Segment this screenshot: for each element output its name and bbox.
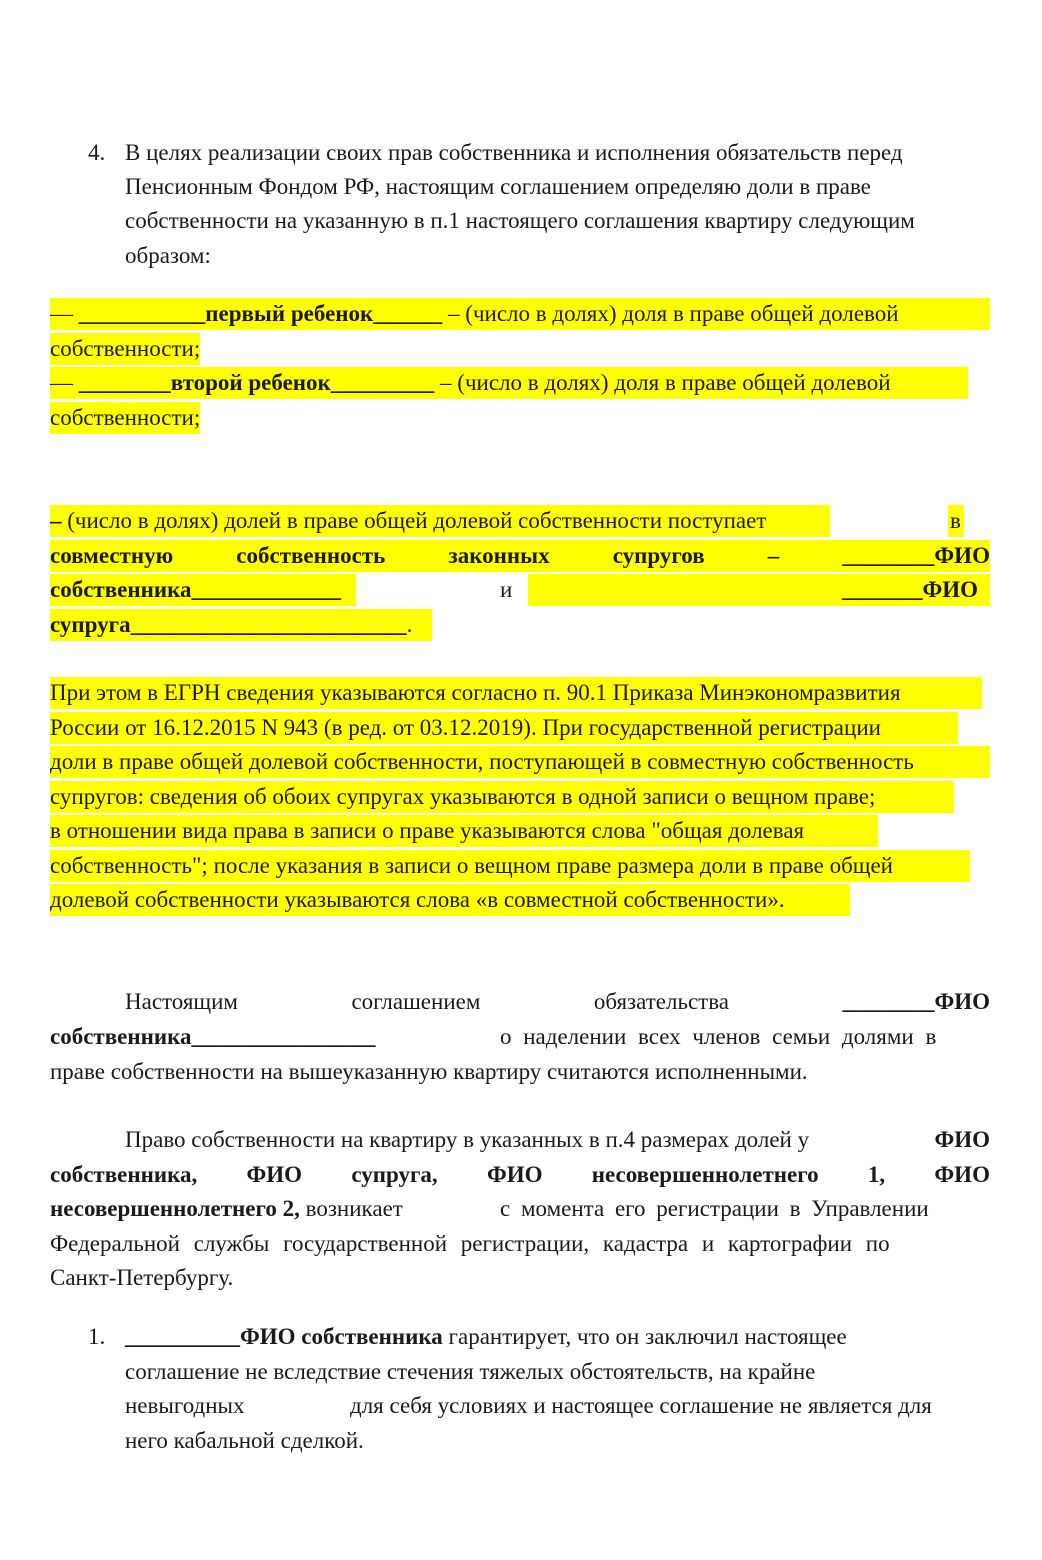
joint-line-1: – (число в долях) долей в праве общей долевой собственности поступает <box>50 508 767 533</box>
ownership-line-3-rest: с момента его регистрации в Управлении <box>500 1196 929 1221</box>
joint-line-2: совместную собственность законных супругов – ________ФИО <box>50 543 990 568</box>
p1-line-4: него кабальной сделкой. <box>125 1428 364 1453</box>
obligations-line-1: Настоящим соглашением обязательства ________ФИО <box>125 989 990 1014</box>
child2-label: второй ребенок <box>170 370 331 395</box>
p1-line-3b: для себя условиях и настоящее соглашение не является для <box>350 1393 932 1418</box>
ownership-line-3: несовершеннолетнего 2, возникает <box>50 1196 403 1221</box>
egrn-line-7: долевой собственности указываются слова «в совместной собственности». <box>50 884 850 916</box>
ownership-line-4: Федеральной службы государственной регистрации, кадастра и картографии по <box>50 1231 890 1256</box>
item-number-4: 4. <box>88 140 106 165</box>
ownership-line-5: Санкт-Петербургу. <box>50 1265 234 1290</box>
egrn-line-3: доли в праве общей долевой собственности, поступающей в совместную собственность <box>50 746 990 778</box>
egrn-line-4: супругов: сведения об обоих супругах указываются в одной записи о вещном праве; <box>50 781 954 813</box>
obligations-line-2-rest: о наделении всех членов семьи долями в <box>500 1024 937 1049</box>
child2-line-2: собственности; <box>50 402 200 434</box>
egrn-line-5: в отношении вида права в записи о праве указываются слова "общая долевая <box>50 815 878 847</box>
p4-line-4: образом: <box>125 243 211 268</box>
obligations-line-2-start: собственника________________ <box>50 1024 376 1049</box>
ownership-line-1: Право собственности на квартиру в указанных в п.4 размерах долей у ФИО <box>125 1127 990 1152</box>
p4-line-3: собственности на указанную в п.1 настоящего соглашения квартиру следующим <box>125 208 915 233</box>
p1-line-2: соглашение не вследствие стечения тяжелых обстоятельств, на крайне <box>125 1359 816 1384</box>
child1-line-2: собственности; <box>50 333 200 365</box>
ownership-line-2: собственника, ФИО супруга, ФИО несовершеннолетнего 1, ФИО <box>50 1162 990 1187</box>
p1-line-1: __________ФИО собственника гарантирует, что он заключил настоящее <box>125 1324 847 1349</box>
egrn-line-2: России от 16.12.2015 N 943 (в ред. от 03.12.2019). При государственной регистрации <box>50 712 958 744</box>
egrn-line-1: При этом в ЕГРН сведения указываются согласно п. 90.1 Приказа Минэкономразвития <box>50 677 982 709</box>
p1-line-3a: невыгодных <box>125 1393 245 1418</box>
egrn-line-6: собственность"; после указания в записи о вещном праве размера доли в праве общей <box>50 850 970 882</box>
child1-line-1: — ___________первый ребенок______ – (число в долях) доля в праве общей долевой <box>50 298 990 330</box>
child2-line-1: — ________второй ребенок_________ – (число в долях) доля в праве общей долевой <box>50 367 968 399</box>
obligations-line-3: праве собственности на вышеуказанную квартиру считаются исполненными. <box>50 1059 808 1084</box>
joint-line-4: супруга________________________. <box>50 609 432 641</box>
child1-label: первый ребенок <box>205 301 374 326</box>
item-number-1: 1. <box>88 1324 106 1349</box>
p4-line-2: Пенсионным Фондом РФ, настоящим соглашением определяю доли в праве <box>125 174 871 199</box>
p4-line-1: В целях реализации своих прав собственника и исполнения обязательств перед <box>125 140 903 165</box>
joint-line-3-start: собственника_____________ <box>50 577 342 602</box>
